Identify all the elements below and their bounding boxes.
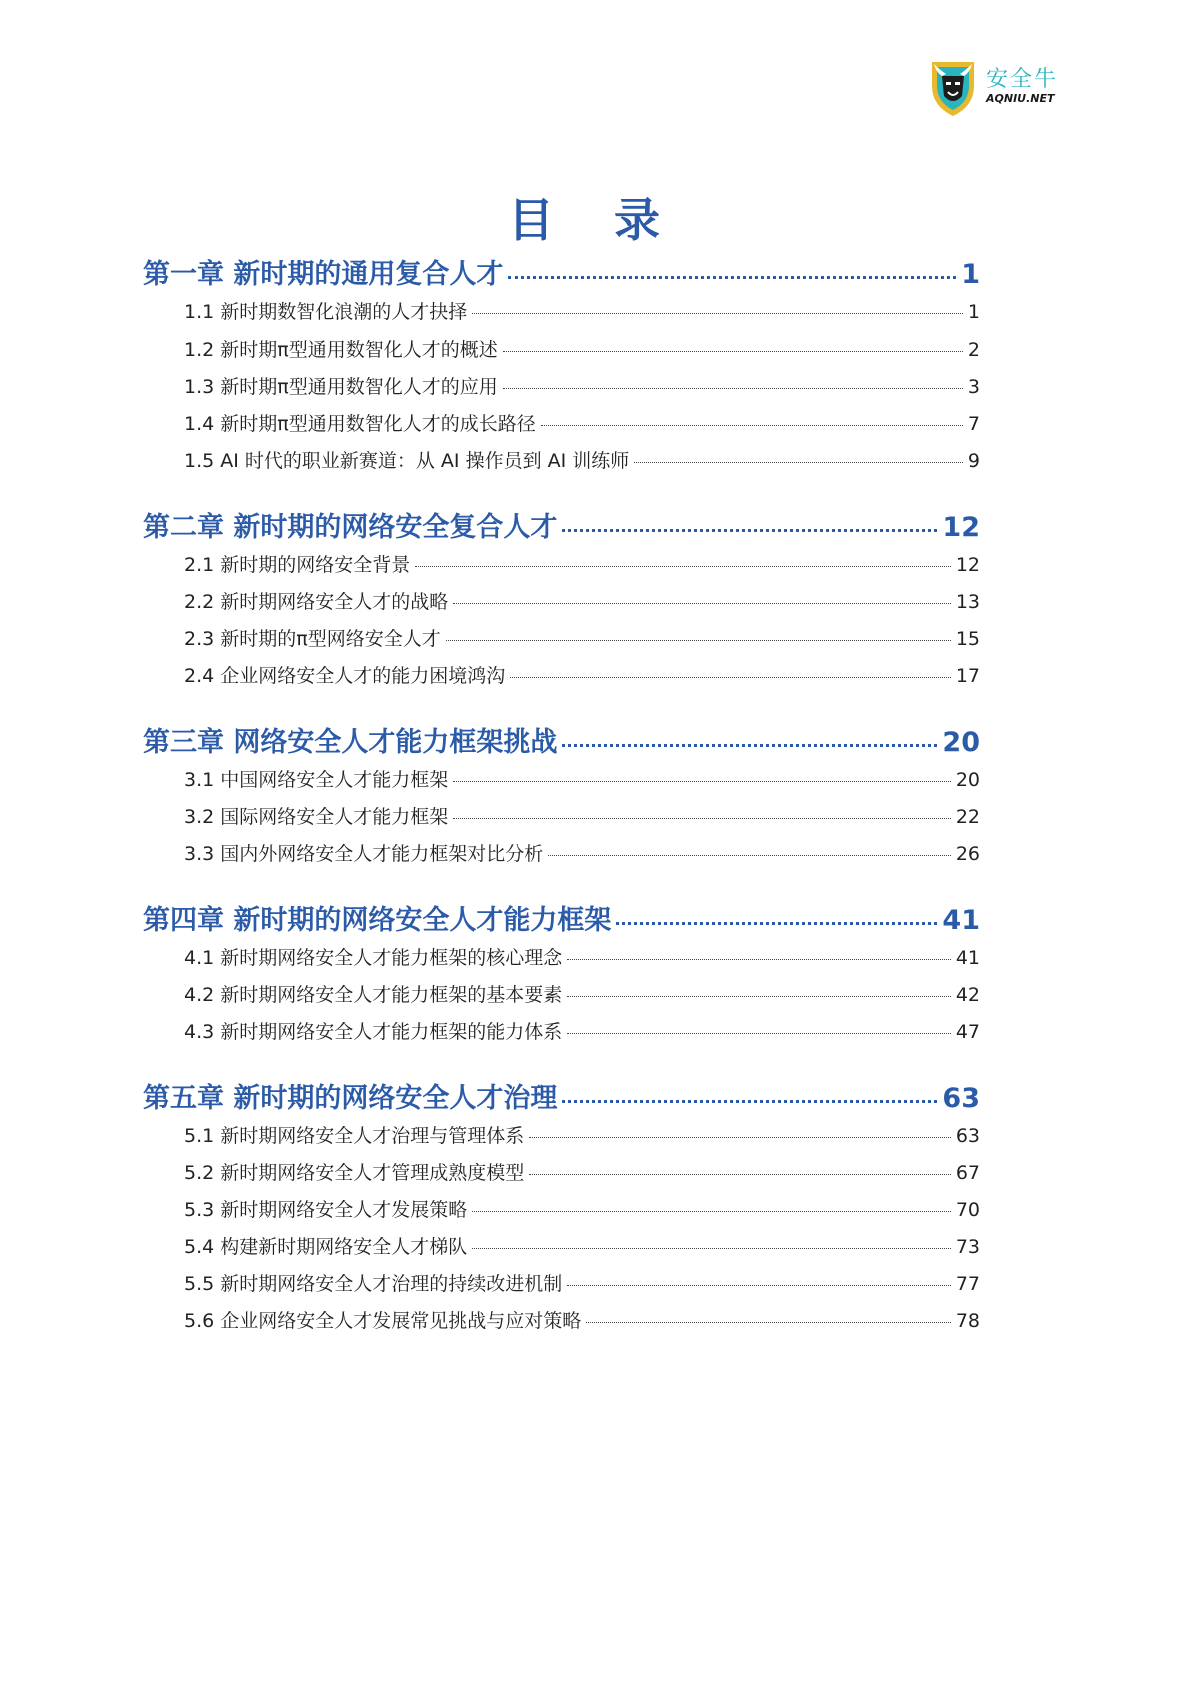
dot-leader (453, 781, 951, 782)
dot-leader (562, 744, 937, 747)
section-page: 2 (967, 339, 980, 361)
toc-section-4-1[interactable] (184, 943, 980, 973)
toc-section-4-2[interactable] (184, 980, 980, 1010)
toc-chapter-5[interactable] (143, 1076, 980, 1116)
dot-leader (562, 529, 937, 532)
chapter-page: 41 (942, 905, 980, 936)
bull-shield-icon (928, 56, 978, 118)
section-label: 5.6 企业网络安全人才发展常见挑战与应对策略 (184, 1310, 582, 1332)
dot-leader (567, 959, 951, 960)
chapter-page: 1 (961, 259, 980, 290)
section-page: 63 (955, 1125, 980, 1147)
page-title: 目 录 (507, 193, 682, 247)
dot-leader (562, 1100, 937, 1103)
dot-leader (634, 462, 963, 463)
dot-leader (529, 1174, 951, 1175)
dot-leader (567, 1285, 951, 1286)
chapter-page: 20 (942, 727, 980, 758)
dot-leader (529, 1137, 951, 1138)
dot-leader (567, 996, 951, 997)
section-label: 2.2 新时期网络安全人才的战略 (184, 591, 449, 613)
section-label: 5.2 新时期网络安全人才管理成熟度模型 (184, 1162, 525, 1184)
toc-section-3-3[interactable] (184, 839, 980, 869)
section-label: 5.3 新时期网络安全人才发展策略 (184, 1199, 468, 1221)
toc-section-2-3[interactable] (184, 624, 980, 654)
dot-leader (446, 640, 951, 641)
toc-section-1-3[interactable] (184, 372, 980, 402)
dot-leader (472, 1248, 951, 1249)
dot-leader (503, 351, 963, 352)
toc-section-2-1[interactable] (184, 550, 980, 580)
logo-name-en: AQNIU.NET (986, 92, 1055, 105)
dot-leader (472, 1211, 951, 1212)
toc-section-5-2[interactable] (184, 1158, 980, 1188)
section-label: 4.2 新时期网络安全人才能力框架的基本要素 (184, 984, 563, 1006)
section-page: 12 (955, 554, 980, 576)
section-label: 3.3 国内外网络安全人才能力框架对比分析 (184, 843, 544, 865)
section-page: 1 (967, 301, 980, 323)
section-page: 9 (967, 450, 980, 472)
section-page: 20 (955, 769, 980, 791)
section-label: 2.1 新时期的网络安全背景 (184, 554, 411, 576)
dot-leader (567, 1033, 951, 1034)
toc-section-5-3[interactable] (184, 1195, 980, 1225)
dot-leader (508, 276, 956, 279)
section-label: 2.4 企业网络安全人才的能力困境鸿沟 (184, 665, 506, 687)
chapter-label: 第五章 新时期的网络安全人才治理 (143, 1083, 558, 1114)
dot-leader (586, 1322, 951, 1323)
section-label: 3.2 国际网络安全人才能力框架 (184, 806, 449, 828)
chapter-label: 第二章 新时期的网络安全复合人才 (143, 512, 558, 543)
section-page: 7 (967, 413, 980, 435)
brand-logo (928, 52, 1068, 122)
section-page: 15 (955, 628, 980, 650)
section-label: 1.2 新时期π型通用数智化人才的概述 (184, 339, 498, 361)
section-label: 2.3 新时期的π型网络安全人才 (184, 628, 441, 650)
section-page: 13 (955, 591, 980, 613)
chapter-label: 第一章 新时期的通用复合人才 (143, 259, 504, 290)
toc-section-5-5[interactable] (184, 1269, 980, 1299)
section-page: 3 (967, 376, 980, 398)
section-page: 67 (955, 1162, 980, 1184)
dot-leader (453, 603, 951, 604)
toc-section-1-2[interactable] (184, 335, 980, 365)
toc-section-4-3[interactable] (184, 1017, 980, 1047)
toc-section-3-2[interactable] (184, 802, 980, 832)
dot-leader (415, 566, 951, 567)
toc-chapter-2[interactable] (143, 505, 980, 545)
dot-leader (541, 425, 963, 426)
dot-leader (472, 313, 963, 314)
toc-section-5-1[interactable] (184, 1121, 980, 1151)
toc-chapter-4[interactable] (143, 898, 980, 938)
section-label: 1.5 AI 时代的职业新赛道：从 AI 操作员到 AI 训练师 (184, 450, 630, 472)
dot-leader (548, 855, 951, 856)
section-page: 47 (955, 1021, 980, 1043)
section-label: 5.5 新时期网络安全人才治理的持续改进机制 (184, 1273, 563, 1295)
section-label: 1.4 新时期π型通用数智化人才的成长路径 (184, 413, 536, 435)
toc-section-1-4[interactable] (184, 409, 980, 439)
section-label: 4.3 新时期网络安全人才能力框架的能力体系 (184, 1021, 563, 1043)
chapter-label: 第三章 网络安全人才能力框架挑战 (143, 727, 558, 758)
toc-chapter-1[interactable] (143, 252, 980, 292)
section-page: 73 (955, 1236, 980, 1258)
section-label: 5.4 构建新时期网络安全人才梯队 (184, 1236, 468, 1258)
section-label: 5.1 新时期网络安全人才治理与管理体系 (184, 1125, 525, 1147)
section-page: 78 (955, 1310, 980, 1332)
chapter-page: 63 (942, 1083, 980, 1114)
chapter-label: 第四章 新时期的网络安全人才能力框架 (143, 905, 612, 936)
toc-section-2-4[interactable] (184, 661, 980, 691)
toc-section-2-2[interactable] (184, 587, 980, 617)
section-page: 77 (955, 1273, 980, 1295)
section-page: 41 (955, 947, 980, 969)
section-page: 17 (955, 665, 980, 687)
dot-leader (616, 922, 937, 925)
section-label: 1.1 新时期数智化浪潮的人才抉择 (184, 301, 468, 323)
toc-section-5-6[interactable] (184, 1306, 980, 1336)
section-page: 26 (955, 843, 980, 865)
section-label: 3.1 中国网络安全人才能力框架 (184, 769, 449, 791)
dot-leader (510, 677, 951, 678)
toc-section-3-1[interactable] (184, 765, 980, 795)
toc-chapter-3[interactable] (143, 720, 980, 760)
toc-section-5-4[interactable] (184, 1232, 980, 1262)
section-page: 22 (955, 806, 980, 828)
section-label: 4.1 新时期网络安全人才能力框架的核心理念 (184, 947, 563, 969)
toc-section-1-5[interactable] (184, 446, 980, 476)
toc-section-1-1[interactable] (184, 297, 980, 327)
section-page: 70 (955, 1199, 980, 1221)
chapter-page: 12 (942, 512, 980, 543)
section-label: 1.3 新时期π型通用数智化人才的应用 (184, 376, 498, 398)
dot-leader (503, 388, 963, 389)
dot-leader (453, 818, 951, 819)
logo-name-cn: 安全牛 (986, 67, 1059, 92)
section-page: 42 (955, 984, 980, 1006)
